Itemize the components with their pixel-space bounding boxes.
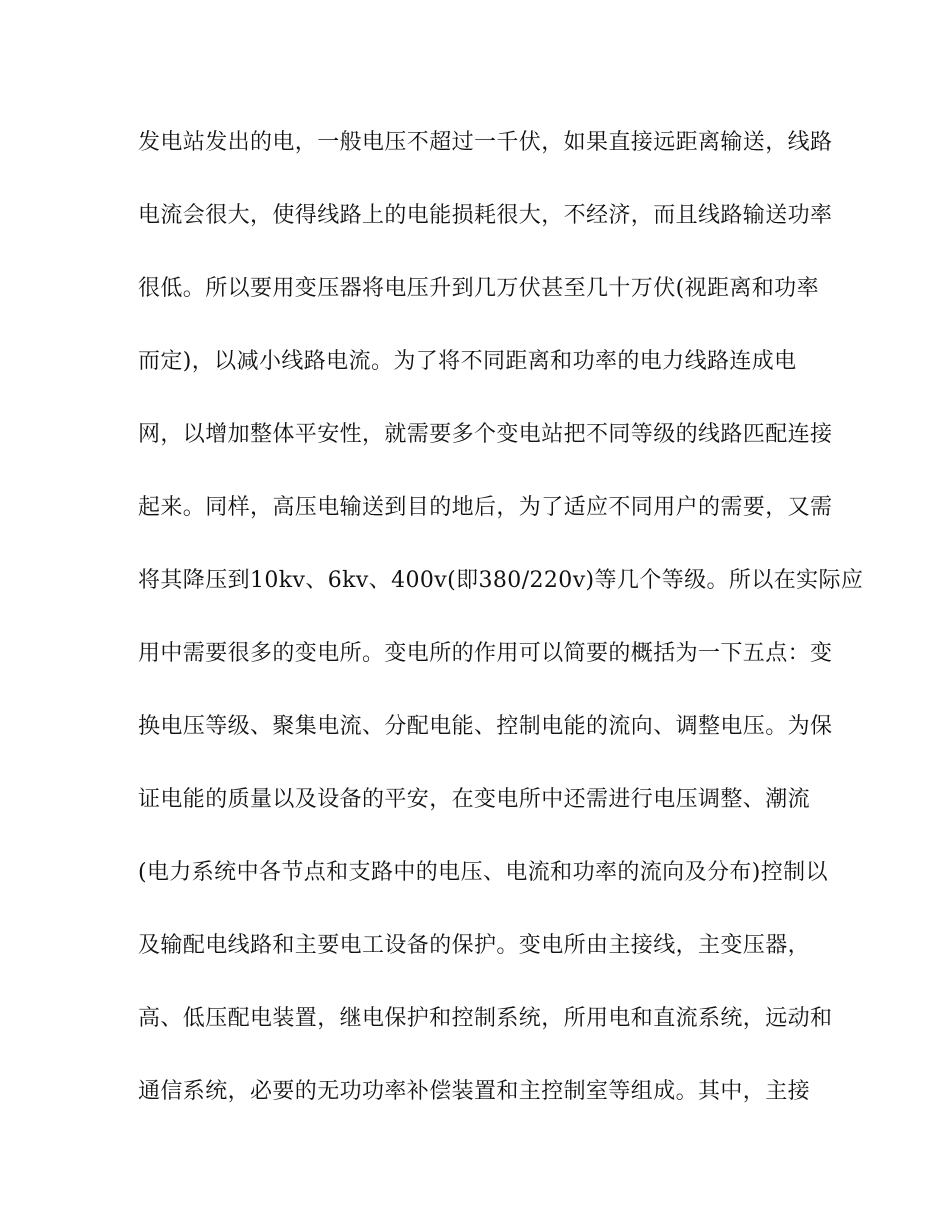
- text-line: (电力系统中各节点和支路中的电压、电流和功率的流向及分布)控制以: [138, 860, 828, 885]
- text-line: 网，以增加整体平安性，就需要多个变电站把不同等级的线路匹配连接: [138, 422, 833, 447]
- body-paragraph: [138, 124, 864, 1146]
- text-line: 而定)，以减小线路电流。为了将不同距离和功率的电力线路连成电: [138, 349, 797, 374]
- text-line: 用中需要很多的变电所。变电所的作用可以简要的概括为一下五点：变: [138, 641, 833, 666]
- text-line: 电流会很大，使得线路上的电能损耗很大，不经济，而且线路输送功率: [138, 203, 833, 228]
- text-line: 将其降压到10kv、6kv、400v(即380/220v)等几个等级。所以在实际应: [138, 568, 864, 593]
- text-line: 换电压等级、聚集电流、分配电能、控制电能的流向、调整电压。为保: [138, 714, 833, 739]
- text-line: 及输配电线路和主要电工设备的保护。变电所由主接线，主变压器，: [138, 933, 811, 958]
- text-line: 发电站发出的电，一般电压不超过一千伏，如果直接远距离输送，线路: [138, 130, 833, 155]
- text-line: 高、低压配电装置，继电保护和控制系统，所用电和直流系统，远动和: [138, 1006, 833, 1031]
- text-line: 证电能的质量以及设备的平安，在变电所中还需进行电压调整、潮流: [138, 787, 811, 812]
- text-line: 起来。同样，高压电输送到目的地后，为了适应不同用户的需要，又需: [138, 495, 833, 520]
- text-line: 通信系统，必要的无功功率补偿装置和主控制室等组成。其中，主接: [138, 1079, 811, 1104]
- text-line: 很低。所以要用变压器将电压升到几万伏甚至几十万伏(视距离和功率: [138, 276, 819, 301]
